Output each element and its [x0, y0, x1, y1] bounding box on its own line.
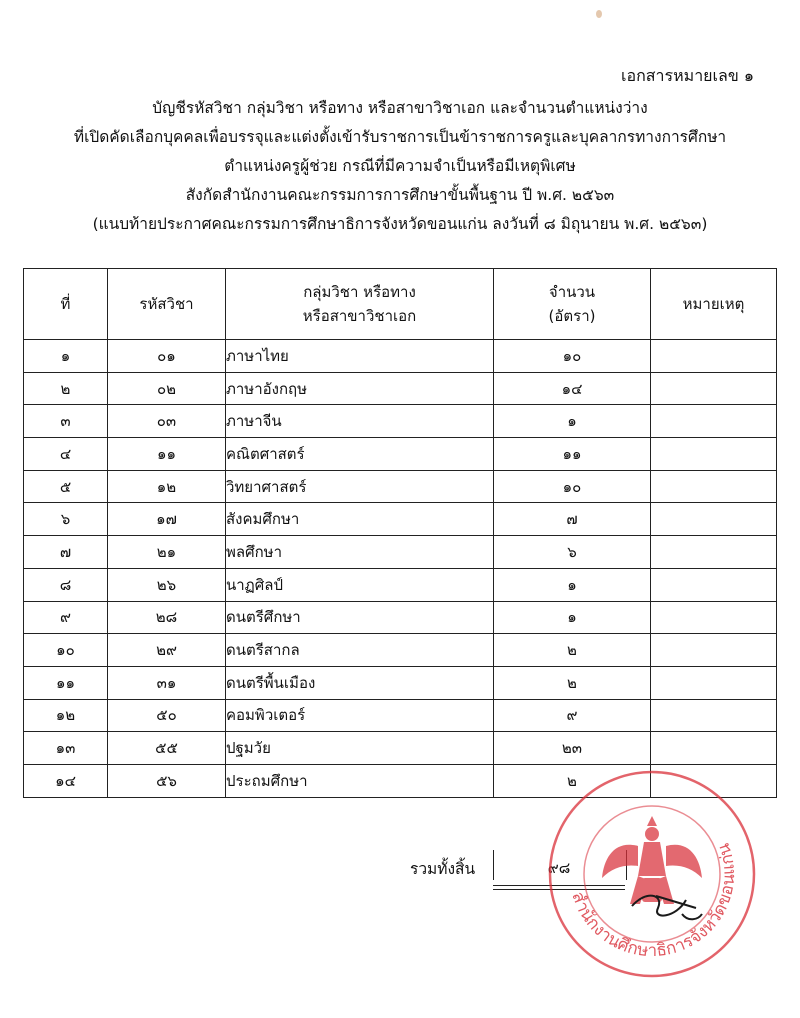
- header-subject-line2: หรือสาขาวิชาเอก: [302, 307, 417, 325]
- total-label: รวมทั้งสิ้น: [410, 860, 476, 878]
- cell-no: ๖: [24, 503, 108, 536]
- cell-subject: ภาษาจีน: [226, 405, 494, 438]
- heading-line-2: ที่เปิดคัดเลือกบุคคลเพื่อบรรจุและแต่งตั้งเข้ารับราชการเป็นข้าราชการครูและบุคลากรทางการศึกษา: [73, 128, 727, 146]
- cell-count: ๖: [494, 536, 651, 569]
- heading-line-5: (แนบท้ายประกาศคณะกรรมการศึกษาธิการจังหวัดขอนแก่น ลงวันที่ ๘ มิถุนายน พ.ศ. ๒๕๖๓): [92, 215, 708, 233]
- cell-subject: ภาษาอังกฤษ: [226, 372, 494, 405]
- cell-code: ๑๗: [108, 503, 226, 536]
- header-subject: [226, 269, 494, 340]
- table-row: [24, 405, 777, 438]
- cell-subject: ประถมศึกษา: [226, 764, 494, 797]
- header-code: รหัสวิชา: [108, 269, 226, 340]
- table-row: [24, 699, 777, 732]
- table-row: [24, 732, 777, 765]
- total-value: ๙๘: [547, 859, 571, 877]
- cell-code: ๒๘: [108, 601, 226, 634]
- cell-remark: [651, 340, 777, 373]
- cell-remark: [651, 536, 777, 569]
- cell-remark: [651, 503, 777, 536]
- cell-count: ๑๔: [494, 372, 651, 405]
- cell-code: ๐๓: [108, 405, 226, 438]
- cell-count: ๒๓: [494, 732, 651, 765]
- cell-no: ๑๒: [24, 699, 108, 732]
- cell-count: ๗: [494, 503, 651, 536]
- cell-count: ๑๐: [494, 340, 651, 373]
- cell-no: ๓: [24, 405, 108, 438]
- cell-no: ๗: [24, 536, 108, 569]
- cell-subject: นาฏศิลป์: [226, 568, 494, 601]
- cell-subject: ปฐมวัย: [226, 732, 494, 765]
- cell-remark: [651, 666, 777, 699]
- table-row: [24, 536, 777, 569]
- cell-remark: [651, 634, 777, 667]
- cell-remark: [651, 732, 777, 765]
- cell-remark: [651, 601, 777, 634]
- header-count-line2: (อัตรา): [548, 307, 596, 325]
- cell-remark: [651, 438, 777, 471]
- official-seal: [546, 768, 758, 980]
- seal-text: สำนักงานศึกษาธิการจังหวัดขอนแก่น: [567, 840, 740, 962]
- cell-count: ๑: [494, 601, 651, 634]
- header-count-line1: จำนวน: [548, 283, 596, 301]
- cell-subject: ดนตรีศึกษา: [226, 601, 494, 634]
- table-row: [24, 634, 777, 667]
- header-remark: หมายเหตุ: [651, 269, 777, 340]
- cell-count: ๑๑: [494, 438, 651, 471]
- table-row: [24, 340, 777, 373]
- cell-code: ๑๑: [108, 438, 226, 471]
- cell-no: ๑๓: [24, 732, 108, 765]
- paper-smudge: [596, 10, 602, 18]
- cell-subject: ดนตรีพื้นเมือง: [226, 666, 494, 699]
- cell-count: ๑: [494, 405, 651, 438]
- cell-code: ๕๐: [108, 699, 226, 732]
- cell-no: ๔: [24, 438, 108, 471]
- cell-no: ๒: [24, 372, 108, 405]
- cell-no: ๘: [24, 568, 108, 601]
- cell-subject: ภาษาไทย: [226, 340, 494, 373]
- cell-subject: สังคมศึกษา: [226, 503, 494, 536]
- table-row: [24, 666, 777, 699]
- table-row: [24, 568, 777, 601]
- cell-subject: คอมพิวเตอร์: [226, 699, 494, 732]
- table-row: [24, 601, 777, 634]
- cell-subject: คณิตศาสตร์: [226, 438, 494, 471]
- document-number: เอกสารหมายเลข ๑: [620, 66, 754, 85]
- cell-count: ๙: [494, 699, 651, 732]
- cell-code: ๐๑: [108, 340, 226, 373]
- heading-line-3: ตำแหน่งครูผู้ช่วย กรณีที่มีความจำเป็นหรือมีเหตุพิเศษ: [224, 157, 576, 175]
- table-row: [24, 470, 777, 503]
- cell-code: ๐๒: [108, 372, 226, 405]
- cell-no: ๙: [24, 601, 108, 634]
- cell-code: ๕๕: [108, 732, 226, 765]
- header-no: ที่: [24, 269, 108, 340]
- garuda-emblem-icon: [602, 816, 702, 904]
- cell-remark: [651, 372, 777, 405]
- cell-remark: [651, 405, 777, 438]
- heading-line-1: บัญชีรหัสวิชา กลุ่มวิชา หรือทาง หรือสาขาวิชาเอก และจำนวนตำแหน่งว่าง: [152, 99, 648, 117]
- cell-subject: ดนตรีสากล: [226, 634, 494, 667]
- cell-count: ๒: [494, 764, 651, 797]
- cell-code: ๕๖: [108, 764, 226, 797]
- header-subject-line1: กลุ่มวิชา หรือทาง: [303, 283, 416, 301]
- table-row: [24, 503, 777, 536]
- document-headings: [0, 94, 800, 239]
- cell-remark: [651, 699, 777, 732]
- cell-code: ๒๑: [108, 536, 226, 569]
- cell-no: ๑๔: [24, 764, 108, 797]
- cell-count: ๑: [494, 568, 651, 601]
- cell-remark: [651, 568, 777, 601]
- table-row: [24, 438, 777, 471]
- cell-code: ๒๙: [108, 634, 226, 667]
- cell-no: ๑๐: [24, 634, 108, 667]
- cell-count: ๑๐: [494, 470, 651, 503]
- cell-no: ๕: [24, 470, 108, 503]
- cell-code: ๑๒: [108, 470, 226, 503]
- table-header-row: [24, 269, 777, 340]
- table-row: [24, 372, 777, 405]
- cell-remark: [651, 470, 777, 503]
- cell-subject: วิทยาศาสตร์: [226, 470, 494, 503]
- cell-count: ๒: [494, 634, 651, 667]
- cell-no: ๑๑: [24, 666, 108, 699]
- cell-subject: พลศึกษา: [226, 536, 494, 569]
- cell-no: ๑: [24, 340, 108, 373]
- cell-code: ๓๑: [108, 666, 226, 699]
- heading-line-4: สังกัดสำนักงานคณะกรรมการการศึกษาขั้นพื้นฐาน ปี พ.ศ. ๒๕๖๓: [185, 186, 615, 204]
- vacancy-table: [23, 268, 777, 798]
- cell-count: ๒: [494, 666, 651, 699]
- header-count: [494, 269, 651, 340]
- cell-code: ๒๖: [108, 568, 226, 601]
